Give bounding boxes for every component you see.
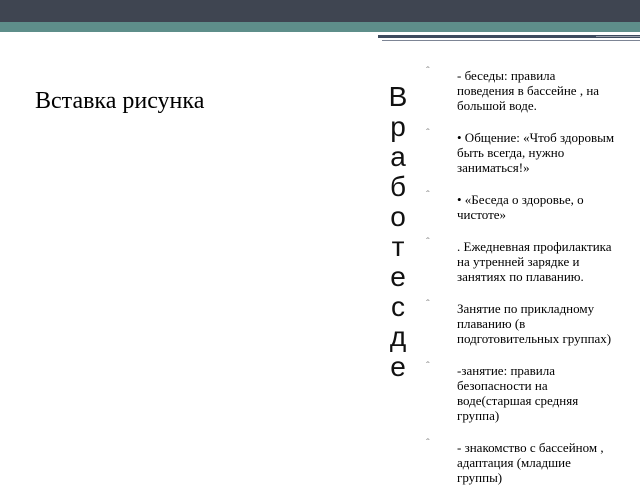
list-item-text: Занятие по прикладному плаванию (в подготовительных группах): [457, 301, 612, 346]
list-item-text: - беседы: правила поведения в бассейне , на большой воде.: [457, 68, 600, 113]
vertical-letter: о: [390, 201, 406, 232]
bullet-marker: ˆ: [426, 360, 430, 372]
title-bar-dark: [0, 0, 640, 22]
vertical-letter: р: [390, 111, 406, 142]
bullet-marker: ˆ: [426, 189, 430, 201]
vertical-heading: [383, 82, 413, 382]
list-item: [426, 360, 615, 423]
activity-list: [426, 65, 615, 502]
accent-line-right: [596, 36, 640, 37]
bullet-marker: ˆ: [426, 437, 430, 449]
list-item: [426, 437, 615, 485]
list-item-text: • Общение: «Чтоб здоровым быть всегда, нужно заниматься!»: [457, 130, 615, 175]
list-item: [426, 236, 615, 284]
vertical-letter: е: [390, 351, 406, 382]
bullet-marker: ˆ: [426, 298, 430, 310]
bullet-marker: ˆ: [426, 65, 430, 77]
accent-line-thin: [382, 40, 640, 41]
list-item: [426, 127, 615, 175]
vertical-letter: с: [391, 291, 405, 322]
vertical-letter: д: [389, 321, 407, 352]
list-item-text: . Ежедневная профилактика на утренней зарядке и занятиях по плаванию.: [457, 239, 612, 284]
list-item: [426, 298, 615, 346]
title-bar-teal-band: [0, 22, 640, 32]
list-item: [426, 65, 615, 113]
picture-placeholder-label[interactable]: Вставка рисунка: [35, 88, 205, 114]
vertical-letter: а: [390, 141, 406, 172]
bullet-marker: ˆ: [426, 127, 430, 139]
list-item-text: • «Беседа о здоровье, о чистоте»: [457, 192, 584, 222]
vertical-letter: В: [388, 81, 408, 112]
vertical-letter: е: [390, 261, 406, 292]
list-item: [426, 189, 615, 222]
list-item-text: -занятие: правила безопасности на воде(старшая средняя группа): [457, 363, 579, 423]
vertical-letter: б: [389, 171, 407, 202]
list-item-text: - знакомство с бассейном , адаптация (младшие группы): [457, 440, 604, 485]
bullet-marker: ˆ: [426, 236, 430, 248]
vertical-letter: т: [391, 231, 405, 262]
